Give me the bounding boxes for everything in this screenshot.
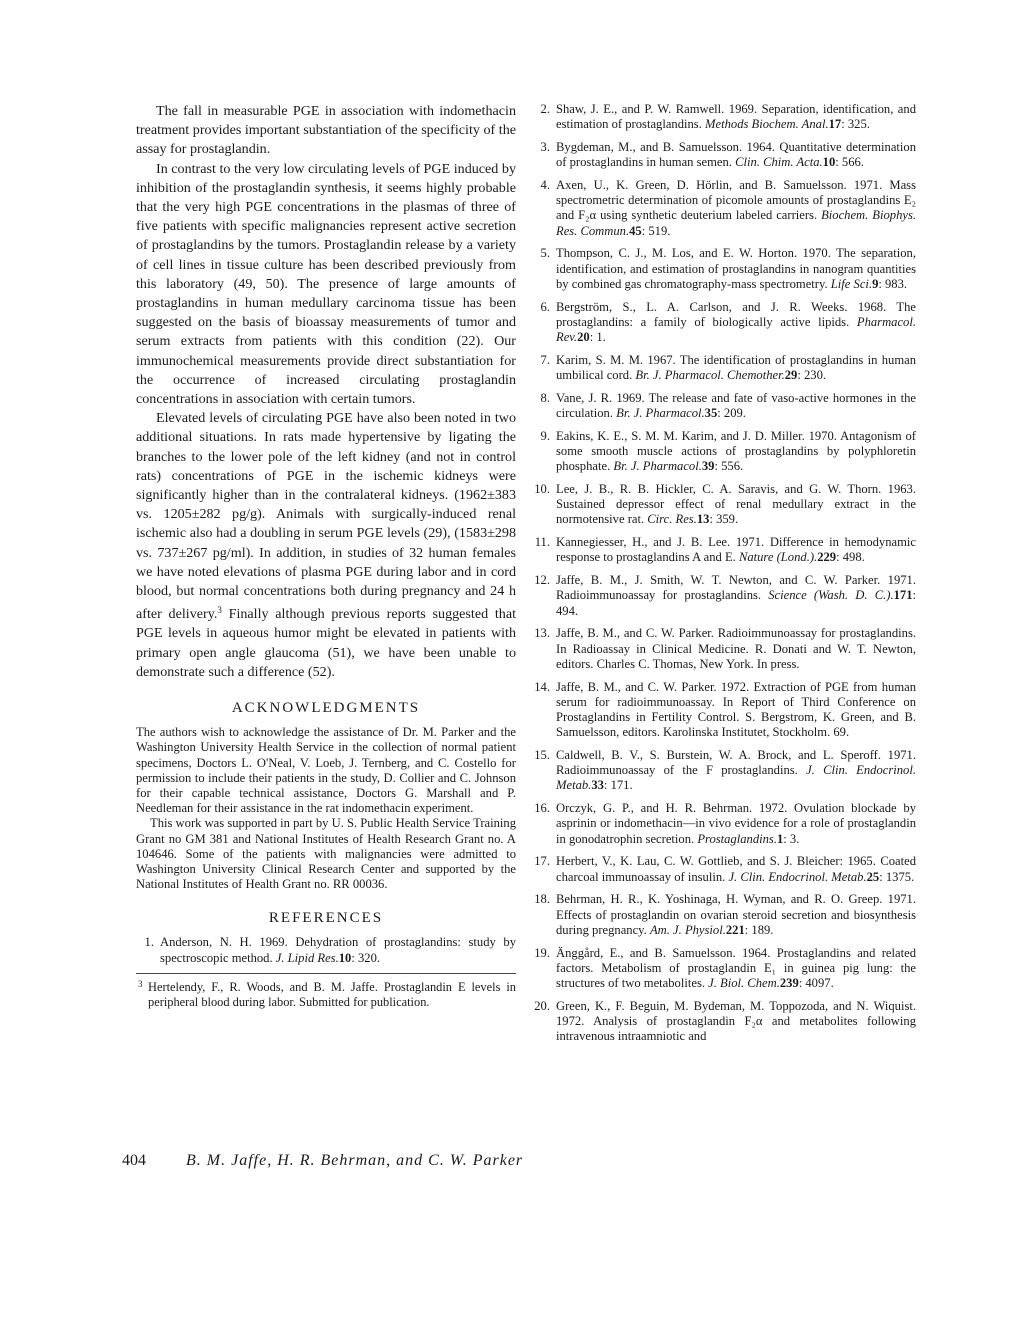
reference-pages: : 494.	[556, 588, 917, 618]
reference-text: Vane, J. R. 1969. The release and fate of vaso-active hormones in the circulation.	[556, 390, 916, 421]
reference-pages: : 171.	[603, 778, 633, 793]
running-authors: B. M. Jaffe, H. R. Behrman, and C. W. Parker	[186, 1152, 524, 1169]
footnote-mark: 3	[138, 979, 143, 990]
reference-item	[532, 429, 916, 475]
reference-journal: Nature (Lond.).	[738, 550, 818, 565]
reference-pages: : 189.	[744, 922, 774, 937]
references-heading: REFERENCES	[268, 910, 384, 927]
reference-pages: : 983.	[878, 276, 908, 291]
running-footer	[122, 1152, 582, 1170]
acknowledgments-paragraph-1: The authors wish to acknowledge the assistance of Dr. M. Parker and the Washington University Health Service in the collection of normal patient specimens, Doctors L. O'Neal, V. Loeb, J. Ternberg, and C. Costello for permission to include their patients in the study, D. Collier and C. Johnson for their capable technical assistance, Doctors G. Marshall and P. Needleman for their assistance in the rat indomethacin experiment.	[136, 725, 516, 816]
reference-number: 6.	[540, 299, 550, 314]
footnote-rule	[136, 973, 516, 974]
reference-item	[532, 854, 916, 884]
reference-journal: Methods Biochem. Anal.	[705, 117, 829, 132]
reference-text: Kannegiesser, H., and J. B. Lee. 1971. Difference in hemodynamic response to prostaglandins A and E.	[556, 535, 916, 565]
reference-text: Behrman, H. R., K. Yoshinaga, H. Wyman, and R. O. Greep. 1971. Effects of prostaglandin on ovarian steroid secretion and biosynthesis during pregnancy.	[556, 892, 916, 937]
footnote-text: Hertelendy, F., R. Woods, and B. M. Jaffe. Prostaglandin E levels in peripheral blood during labor. Submitted for publication.	[148, 980, 516, 1010]
reference-volume: 45	[629, 223, 642, 238]
reference-volume: 20	[577, 330, 590, 345]
reference-volume: 9	[872, 276, 879, 291]
reference-journal: Br. J. Pharmacol. Chemother.	[635, 368, 785, 383]
reference-text: Jaffe, B. M., and C. W. Parker. 1972. Extraction of PGE from human serum for radioimmunoassay. In Report of Third Conference on Prostaglandins in Fertility Control. S. Bergstrom, K. Green, and B. Samuelsson, editors. Karolinska Institutet, Stockholm. 69.	[556, 679, 916, 740]
reference-volume: 229	[817, 550, 837, 565]
reference-number: 14.	[534, 679, 550, 694]
body-paragraph-1: The fall in measurable PGE in association with indomethacin treatment provides important substantiation of the specificity of the assay for prostaglandin.	[136, 103, 516, 158]
acknowledgments-paragraph-2: This work was supported in part by U. S. Public Health Service Training Grant no GM 381 and National Institutes of Health Research Grant no. A 104646. Some of the patients with malignancies were admitted to Washington University Clinical Research Center and supported by the National Institutes of Health Grant no. RR 00036.	[136, 816, 516, 892]
reference-pages: : 230.	[797, 368, 827, 383]
reference-text: Shaw, J. E., and P. W. Ramwell. 1969. Separation, identification, and estimation of prostaglandins.	[556, 102, 916, 132]
reference-item	[532, 178, 916, 239]
reference-number: 10.	[534, 482, 550, 497]
reference-text: Bygdeman, M., and B. Samuelsson. 1964. Quantitative determination of prostaglandins in human semen.	[556, 140, 916, 170]
reference-journal: Br. J. Pharmacol.	[616, 406, 705, 421]
reference-item	[532, 535, 916, 565]
reference-journal: J. Lipid Res.	[275, 950, 339, 965]
reference-text: Jaffe, B. M., and C. W. Parker. Radioimmunoassay for prostaglandins. In Radioassay in Clinical Medicine. R. Donati and W. T. Newton, editors. Charles C. Thomas, New York. In press.	[556, 626, 916, 671]
reference-text: Orczyk, G. P., and H. R. Behrman. 1972. Ovulation blockade by asprinin or indomethacin—in vivo evidence for a role of prostaglandin in gonodatrophin secretion.	[556, 801, 916, 846]
reference-item	[532, 391, 916, 421]
reference-journal: Biochem. Biophys. Res. Commun.	[556, 208, 916, 238]
body-paragraph-3	[136, 409, 516, 682]
reference-pages: : 4097.	[798, 976, 834, 991]
reference-item	[532, 573, 916, 619]
reference-text: Anderson, N. H. 1969. Dehydration of prostaglandins: study by spectroscopic method.	[160, 935, 516, 965]
reference-number: 19.	[534, 945, 550, 960]
reference-volume: 17	[828, 117, 842, 132]
reference-number: 11.	[534, 535, 550, 550]
reference-number: 4.	[540, 178, 550, 192]
reference-volume: 239	[779, 976, 799, 991]
reference-item	[532, 626, 916, 672]
reference-pages: : 3.	[783, 831, 800, 846]
reference-pages: : 359.	[709, 512, 739, 527]
reference-number: 3.	[540, 140, 550, 154]
reference-item	[532, 999, 916, 1045]
reference-journal: J. Clin. Endocrinol. Metab.	[728, 869, 867, 884]
reference-pages: : 320.	[351, 950, 381, 965]
reference-item	[532, 680, 916, 741]
reference-pages: : 1375.	[879, 869, 915, 884]
reference-number: 17.	[534, 854, 550, 869]
reference-volume: 10	[338, 950, 352, 965]
reference-number: 7.	[540, 352, 550, 367]
body-paragraph-3-text: Elevated levels of circulating PGE have also been noted in two additional situations. In rats made hypertensive by ligating the branches to the lower pole of the left kidney (and not in control rats) concentrations of PGE in the ischemic kidneys were significantly higher than in the contralateral kidneys. (1962±383 vs. 1205±282 pg/g). Animals with surgically-induced renal ischemic also had a doubling in serum PGE levels (29), (1583±298 vs. 737±267 pg/ml). In addition, in studies of 32 human females we have noted elevations of plasma PGE during labor and in cord blood, but normal concentrations both during pregnancy and 24 h after delivery.	[136, 410, 516, 623]
reference-text: Thompson, C. J., M. Los, and E. W. Horton. 1970. The separation, identification, and estimation of prostaglandins in nanogram quantities by combined gas chromatography-mass spectrometry.	[556, 246, 916, 291]
footnote	[136, 980, 516, 1010]
references-list-right	[532, 102, 916, 1044]
reference-journal: Circ. Res.	[647, 512, 697, 527]
reference-number: 5.	[540, 246, 550, 261]
reference-item	[532, 140, 916, 170]
reference-pages: : 498.	[836, 550, 865, 565]
reference-text: Caldwell, B. V., S. Burstein, W. A. Brock, and L. Speroff. 1971. Radioimmunoassay of the F prostaglandins.	[556, 748, 916, 778]
reference-journal: J. Clin. Endocrinol. Metab.	[556, 763, 916, 793]
reference-journal: Prostaglandins.	[697, 831, 777, 846]
reference-volume: 10	[822, 155, 836, 170]
reference-volume: 13	[696, 512, 710, 527]
reference-text: Herbert, V., K. Lau, C. W. Gottlieb, and S. J. Bleicher: 1965. Coated charcoal immunoassay of insulin.	[556, 854, 916, 884]
reference-journal: Br. J. Pharmacol.	[613, 459, 702, 474]
reference-number: 20.	[534, 998, 550, 1013]
body-paragraph-3-tail: Finally although previous reports suggested that PGE levels in aqueous humor might be elevated in patients with primary open angle glaucoma (51), we have been unable to demonstrate such a difference (52).	[136, 606, 516, 680]
reference-volume: 171	[893, 588, 913, 603]
reference-text: Axen, U., K. Green, D. Hörlin, and B. Samuelsson. 1971. Mass spectrometric determination of picomole amounts of prostaglandins E₂ and F₂α using synthetic deuterium labeled carriers.	[556, 178, 916, 223]
left-column	[136, 102, 516, 1010]
page-number: 404	[122, 1152, 146, 1169]
acknowledgments-heading: ACKNOWLEDGMENTS	[231, 700, 421, 717]
reference-number: 18.	[534, 892, 550, 907]
reference-text: Eakins, K. E., S. M. M. Karim, and J. D. Miller. 1970. Antagonism of some smooth muscle actions of prostaglandins by polyphloretin phosphate.	[556, 428, 916, 474]
reference-text: Jaffe, B. M., J. Smith, W. T. Newton, and C. W. Parker. 1971. Radioimmunoassay for prostaglandins.	[556, 573, 916, 603]
reference-volume: 29	[784, 368, 798, 383]
reference-pages: : 325.	[841, 117, 870, 132]
reference-item	[532, 801, 916, 847]
reference-item	[532, 353, 916, 383]
reference-pages: : 566.	[835, 155, 864, 170]
reference-journal: Am. J. Physiol.	[649, 922, 726, 937]
reference-volume: 35	[704, 406, 718, 421]
reference-item	[532, 482, 916, 528]
reference-number: 9.	[540, 428, 550, 443]
reference-item	[532, 246, 916, 292]
reference-text: Bergström, S., L. A. Carlson, and J. R. Weeks. 1968. The prostaglandins: a family of biologically active lipids.	[556, 299, 916, 329]
reference-journal: Clin. Chim. Acta.	[735, 155, 823, 170]
reference-item	[532, 748, 916, 794]
reference-number: 15.	[534, 748, 550, 763]
reference-text: Änggård, E., and B. Samuelsson. 1964. Prostaglandins and related factors. Metabolism of prostaglandin E₁ in guinea pig lung: the structures of two metabolites.	[556, 945, 916, 991]
reference-number: 12.	[534, 573, 550, 588]
reference-item	[532, 892, 916, 938]
reference-volume: 1	[776, 831, 784, 846]
reference-pages: : 209.	[717, 406, 746, 421]
reference-journal: Pharmacol. Rev.	[556, 314, 916, 345]
reference-item	[532, 300, 916, 346]
reference-volume: 39	[701, 459, 715, 474]
footnote-marker: 3	[217, 605, 222, 616]
reference-number: 2.	[540, 102, 550, 116]
reference-item	[532, 102, 916, 132]
reference-text: Lee, J. B., R. B. Hickler, C. A. Saravis, and G. W. Thorn. 1963. Sustained depressor effect of renal medullary extract in the normotensive rat.	[556, 482, 916, 527]
reference-pages: : 556.	[714, 459, 744, 474]
reference-journal: Life Sci.	[830, 276, 873, 291]
reference-journal: J. Biol. Chem.	[708, 976, 780, 991]
reference-item	[136, 935, 516, 965]
right-column	[532, 102, 916, 1052]
reference-volume: 221	[725, 922, 745, 937]
reference-text: Karim, S. M. M. 1967. The identification of prostaglandins in human umbilical cord.	[556, 352, 916, 383]
reference-volume: 33	[591, 778, 604, 793]
reference-number: 16.	[534, 801, 550, 816]
reference-item	[532, 946, 916, 992]
reference-number: 8.	[540, 390, 550, 405]
reference-pages: : 1.	[589, 330, 606, 345]
reference-text: Green, K., F. Beguin, M. Bydeman, M. Toppozoda, and N. Wiquist. 1972. Analysis of prostaglandin F₂α and metabolites following intravenous intraamniotic and	[556, 998, 916, 1044]
reference-pages: : 519.	[641, 223, 671, 238]
reference-number: 13.	[534, 626, 550, 641]
reference-journal: Science (Wash. D. C.).	[768, 588, 894, 603]
references-list-left	[136, 935, 516, 965]
reference-volume: 25	[866, 869, 880, 884]
reference-number: 1.	[144, 935, 154, 950]
body-paragraph-2: In contrast to the very low circulating levels of PGE induced by inhibition of the prostaglandin synthesis, it seems highly probable that the very high PGE concentrations in the plasmas of three of five patients with specific malignancies represent active secretion of prostaglandins by the tumors. Prostaglandin release by a variety of cell lines in tissue culture has been described previously from this laboratory (49, 50). The presence of large amounts of prostaglandins in human medullary carcinoma tissue has been suggested on the basis of bioassay measurements of tumor and serum extracts from patients with this condition (22). Our immunochemical measurements provide direct substantiation for the occurrence of increased circulating prostaglandin concentrations in association with certain tumors.	[136, 160, 516, 408]
